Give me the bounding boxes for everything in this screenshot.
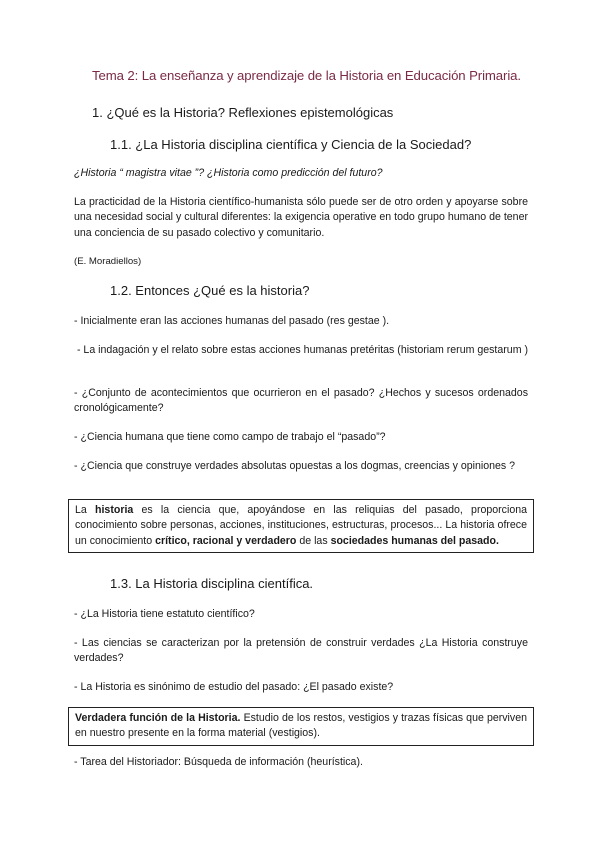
box-bold-text: crítico, racional y verdadero (155, 534, 297, 547)
box-text: La (75, 504, 96, 516)
definition-box (68, 499, 534, 553)
citation: (E. Moradiellos) (74, 256, 142, 267)
section-1-1-heading: 1.1. ¿La Historia disciplina científica y Ciencia de la Sociedad? (110, 137, 472, 152)
box-text: de las (296, 534, 331, 547)
box-text: es la ciencia que, apoyándose en las reliquias del pasado, proporciona conocimiento sobre personas, acciones, instituciones, estructuras, procesos... La historia ofrece un conocimiento (75, 504, 527, 547)
section-1-heading: 1. ¿Qué es la Historia? Reflexiones epistemológicas (92, 105, 394, 120)
box-bold-text: Verdadera función de la Historia. (75, 712, 241, 724)
list-item: - Las ciencias se caracterizan por la pretensión de construir verdades ¿La Historia construye verdades? (74, 637, 528, 665)
section-1-1-paragraph: La practicidad de la Historia científico-humanista sólo puede ser de otro orden y apoyarse sobre una necesidad social y cultural diferentes: la exigencia operative en todo grupo humano de tener una conciencia de su pasado colectivo y comunitario. (74, 196, 528, 239)
box-text: Estudio de los restos, vestigios y trazas físicas que perviven en nuestro presente en la forma material (vestigios). (75, 712, 527, 740)
list-item: - ¿Conjunto de acontecimientos que ocurrieron en el pasado? ¿Hechos y sucesos ordenados cronológicamente? (74, 387, 528, 415)
box-bold-text: sociedades humanas del pasado. (330, 534, 499, 547)
section-1-3-heading: 1.3. La Historia disciplina científica. (110, 576, 314, 591)
list-item: - ¿Ciencia humana que tiene como campo de trabajo el “pasado”? (74, 431, 386, 443)
list-item: - La Historia es sinónimo de estudio del pasado: ¿El pasado existe? (74, 681, 394, 693)
section-1-1-italic-line: ¿Historia “ magistra vitae ”? ¿Historia como predicción del futuro? (74, 167, 383, 179)
list-item: - La indagación y el relato sobre estas acciones humanas pretéritas (historiam rerum gestarum ) (74, 344, 528, 356)
list-item: - ¿La Historia tiene estatuto científico? (74, 608, 255, 620)
list-item: - ¿Ciencia que construye verdades absolutas opuestas a los dogmas, creencias y opiniones ? (74, 460, 516, 472)
document-title: Tema 2: La enseñanza y aprendizaje de la Historia en Educación Primaria. (92, 68, 521, 83)
function-box (68, 707, 534, 746)
box-bold-text: historia (95, 504, 134, 516)
list-item: - Tarea del Historiador: Búsqueda de información (heurística). (74, 756, 363, 768)
section-1-2-heading: 1.2. Entonces ¿Qué es la historia? (110, 283, 310, 298)
list-item: - Inicialmente eran las acciones humanas del pasado (res gestae ). (74, 315, 390, 327)
